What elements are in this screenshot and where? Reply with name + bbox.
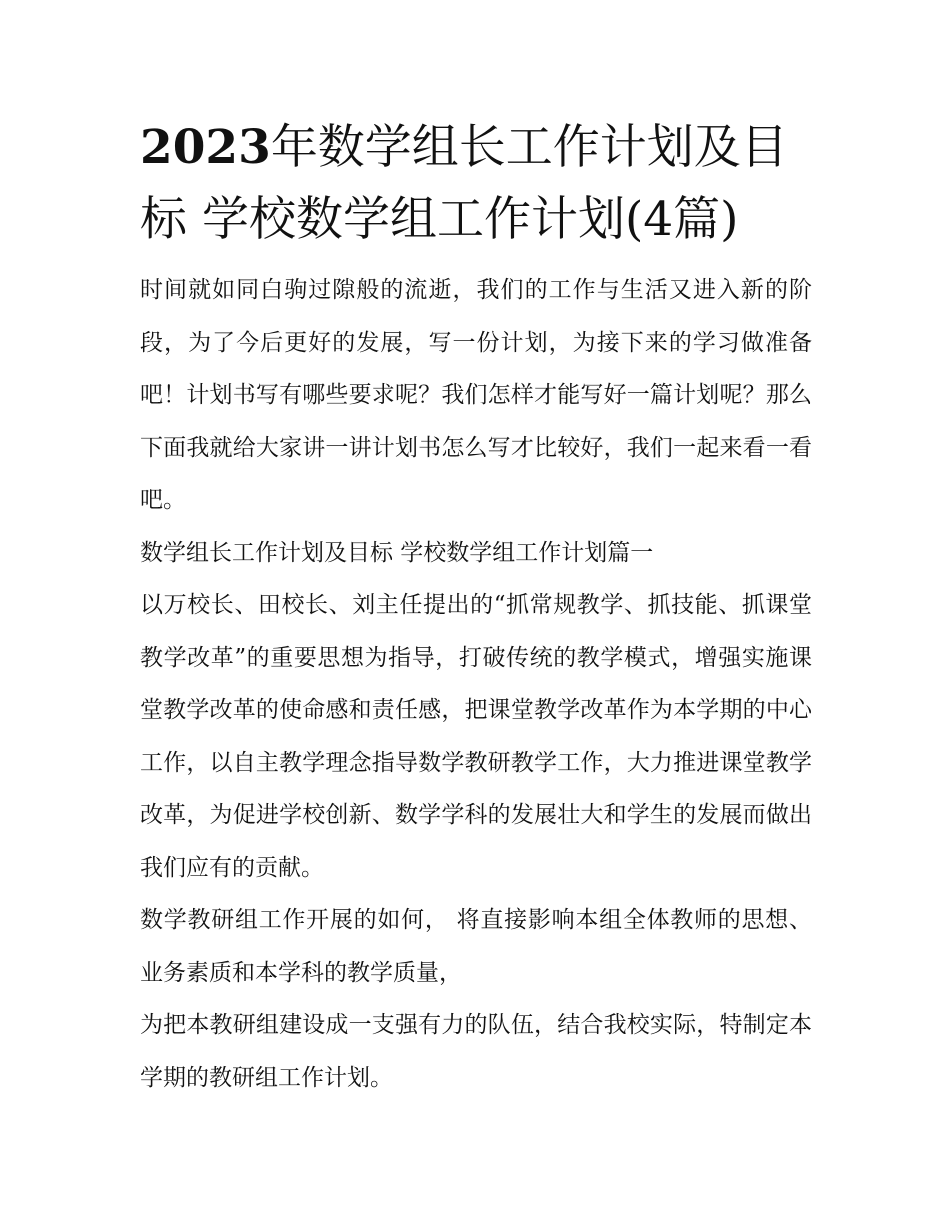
title-text: 年数学组长工作计划及目标 学校数学组工作计划(4篇) [140, 120, 788, 247]
document-title [140, 112, 812, 256]
intro-paragraph: 时间就如同白驹过隙般的流逝，我们的工作与生活又进入新的阶段，为了今后更好的发展，写一份计划，为接下来的学习做准备吧！计划书写有哪些要求呢？我们怎样才能写好一篇计划呢？那么下面我就给大家讲一讲计划书怎么写才比较好，我们一起来看一看吧。 [140, 277, 812, 513]
document-page [140, 112, 812, 1104]
title-year: 2023 [140, 120, 271, 175]
body-paragraph: 以万校长、田校长、刘主任提出的“抓常规教学、抓技能、抓课堂教学改革”的重要思想为指导，打破传统的教学模式，增强实施课堂教学改革的使命感和责任感，把课堂教学改革作为本学期的中心工作，以自主教学理念指导数学教研教学工作，大力推进课堂教学改革，为促进学校创新、数学学科的发展壮大和学生的发展而做出我们应有的贡献。 [140, 592, 812, 881]
body-paragraph: 数学教研组工作开展的如何， 将直接影响本组全体教师的思想、 业务素质和本学科的教学质量， [140, 907, 812, 986]
body-paragraph: 为把本教研组建设成一支强有力的队伍，结合我校实际，特制定本学期的教研组工作计划。 [140, 1012, 812, 1091]
section-heading: 数学组长工作计划及目标 学校数学组工作计划篇一 [140, 539, 654, 566]
